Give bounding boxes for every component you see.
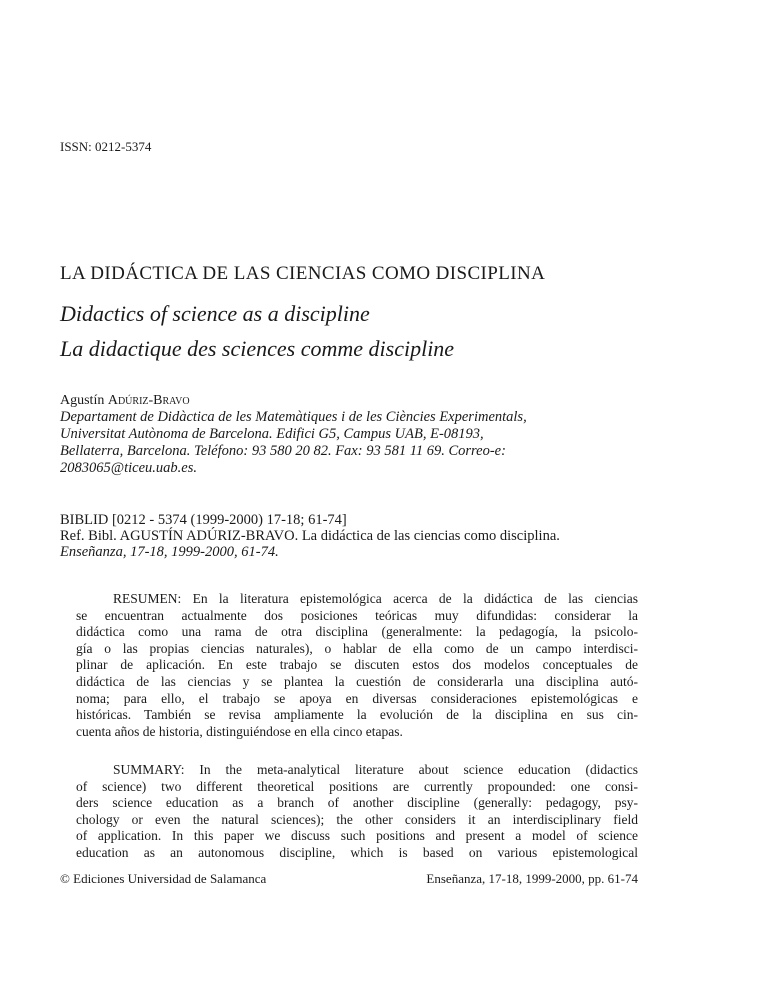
abstract-line: SUMMARY: In the meta-analytical literature about science education (didactics bbox=[113, 762, 638, 777]
abstract-line: cuenta años de historia, distinguiéndose en ella cinco etapas. bbox=[76, 723, 403, 739]
abstract-line: education as an autonomous discipline, which is based on various epistemological bbox=[76, 845, 638, 860]
author-first-name: Agustín bbox=[60, 393, 108, 408]
abstract-line: didáctica como una rama de otra disciplina (generalmente: la pedagogía, la psicolo- bbox=[76, 624, 638, 640]
footer-citation: Enseñanza, 17-18, 1999-2000, pp. 61-74 bbox=[426, 871, 638, 886]
bibliographic-reference: Ref. Bibl. AGUSTÍN ADÚRIZ-BRAVO. La didáctica de las ciencias como disciplina. bbox=[60, 528, 560, 544]
abstract-line: noma; para ello, el trabajo se apoya en diversas consideraciones epistemológicas e bbox=[76, 690, 638, 706]
affiliation-line: Bellaterra, Barcelona. Teléfono: 93 580 20 82. Fax: 93 581 11 69. Correo-e: bbox=[60, 443, 506, 459]
footer-copyright: © Ediciones Universidad de Salamanca bbox=[60, 871, 267, 886]
abstract-line: gía o las propias ciencias naturales), o hablar de ella como de un campo interdisci- bbox=[76, 640, 638, 656]
abstract-line: of science) two different theoretical positions are currently propounded: one consi- bbox=[76, 778, 638, 794]
affiliation-line: Universitat Autònoma de Barcelona. Edifici G5, Campus UAB, E-08193, bbox=[60, 426, 484, 442]
abstract-line: of application. In this paper we discuss such positions and present a model of science bbox=[76, 828, 638, 844]
abstract-line: históricas. También se revisa ampliamente la evolución de la disciplina en sus cin- bbox=[76, 707, 638, 723]
subtitle-english: Didactics of science as a discipline bbox=[60, 301, 370, 326]
article-title: LA DIDÁCTICA DE LAS CIENCIAS COMO DISCIPLINA bbox=[60, 263, 546, 284]
abstract-line: didáctica de las ciencias y se plantea la cuestión de considerarla una disciplina autó- bbox=[76, 674, 638, 689]
abstract-line: se encuentran actualmente dos posiciones teóricas muy difundidas: considerar la bbox=[76, 607, 638, 623]
abstract-line: chology or even the natural sciences); the other considers it an interdisciplinary field bbox=[76, 811, 638, 827]
abstract-line: RESUMEN: En la literatura epistemológica acerca de la didáctica de las ciencias bbox=[113, 591, 638, 606]
bibliographic-source: Enseñanza, 17-18, 1999-2000, 61-74. bbox=[60, 544, 279, 560]
biblid: BIBLID [0212 - 5374 (1999-2000) 17-18; 61-74] bbox=[60, 512, 347, 528]
author-last-name: Adúriz-Bravo bbox=[107, 393, 190, 408]
affiliation-email: 2083065@ticeu.uab.es. bbox=[60, 460, 197, 476]
author bbox=[60, 393, 190, 408]
abstract-line: plinar de aplicación. En este trabajo se discuten estos dos modelos conceptuales de bbox=[76, 657, 638, 673]
issn: ISSN: 0212-5374 bbox=[60, 139, 152, 154]
abstract-line: ders science education as a branch of another discipline (generally: pedagogy, psy- bbox=[76, 795, 638, 811]
affiliation-line: Departament de Didàctica de les Matemàtiques i de les Ciències Experimentals, bbox=[60, 409, 527, 425]
subtitle-french: La didactique des sciences comme discipline bbox=[60, 336, 455, 361]
